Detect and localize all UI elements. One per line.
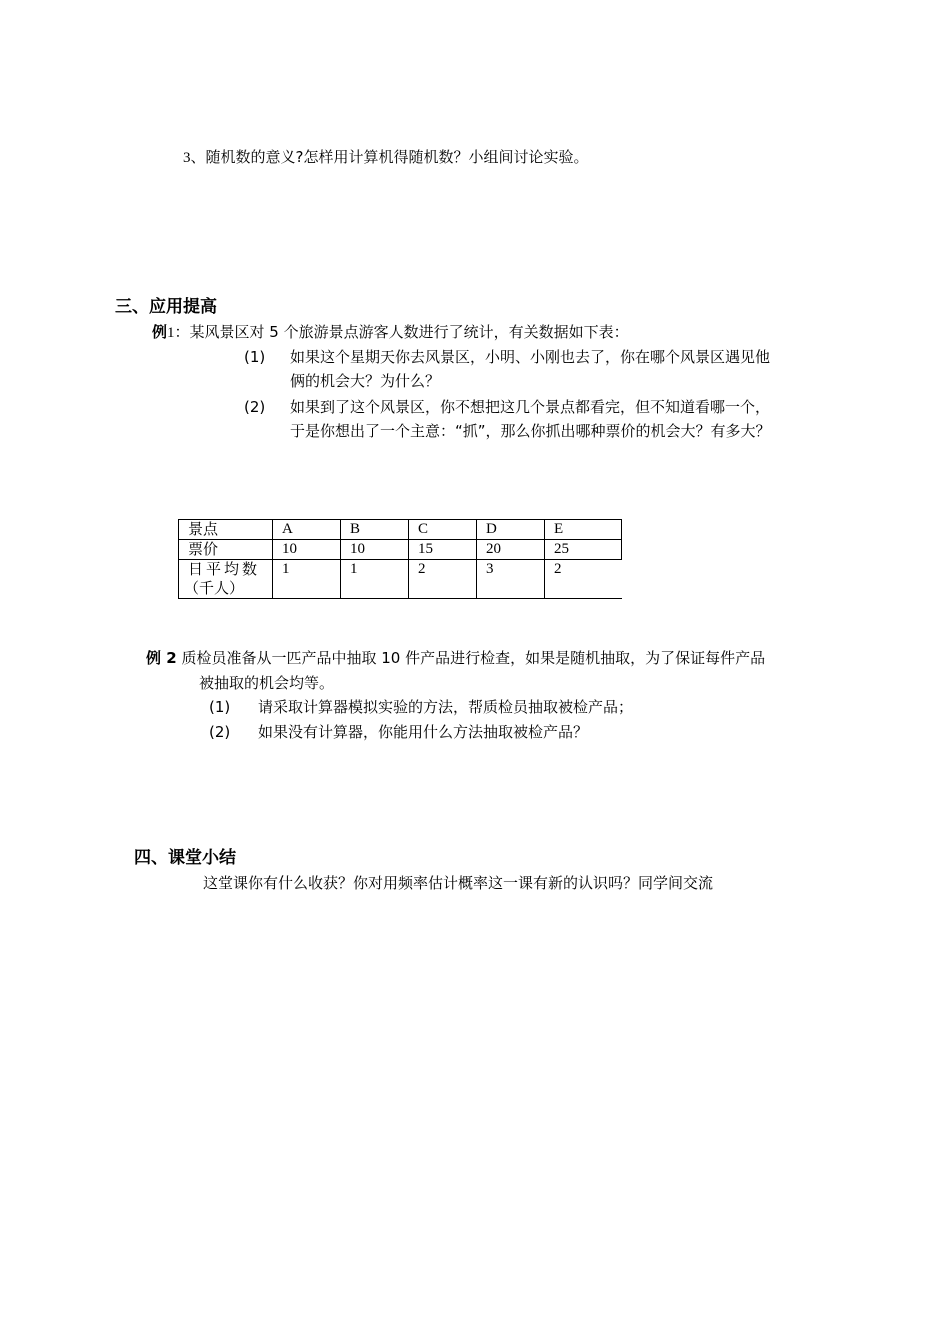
table-cell: A	[273, 520, 341, 540]
example-1-text: ：某风景区对 5 个旅游景点游客人数进行了统计，有关数据如下表：	[174, 323, 629, 341]
example-2-item-2-text: 如果没有计算器，你能用什么方法抽取被检产品？	[258, 723, 589, 741]
table-cell: 3	[477, 560, 545, 599]
example-2-item-2-number: (2)	[209, 723, 231, 741]
table-cell: 15	[409, 540, 477, 560]
example-2-item-1-number: (1)	[209, 698, 231, 716]
table-row-price	[179, 540, 622, 560]
example-2-text: 质检员准备从一匹产品中抽取 10 件产品进行检查，如果是随机抽取，为了保证每件产品	[181, 649, 766, 667]
table-label-daily-average-line1: 日平均数	[188, 560, 261, 578]
example-1-item-1-line1: 如果这个星期天你去风景区，小明、小刚也去了，你在哪个风景区遇见他	[290, 348, 771, 366]
table-cell: E	[545, 520, 622, 540]
example-2-line1	[146, 647, 765, 669]
section-4-text: 这堂课你有什么收获？你对用频率估计概率这一课有新的认识吗？同学间交流	[203, 874, 714, 892]
table-cell: 10	[273, 540, 341, 560]
table-cell: 2	[409, 560, 477, 599]
question-3-number: 3、	[183, 150, 206, 166]
table-label-attraction: 景点	[179, 520, 273, 540]
table-cell: 10	[341, 540, 409, 560]
table-cell: 2	[545, 560, 622, 599]
table-row-attraction	[179, 520, 622, 540]
example-1-label: 例	[152, 323, 168, 341]
example-2-label: 例 2	[146, 649, 177, 667]
example-1-item-2-line2: 于是你想出了一个主意：“抓”，那么你抓出哪种票价的机会大？有多大？	[290, 422, 771, 440]
attractions-table	[178, 519, 622, 599]
section-4-heading: 四、课堂小结	[134, 848, 236, 868]
example-1-item-1-line2: 俩的机会大？为什么？	[290, 372, 441, 390]
question-3	[183, 146, 588, 169]
table-label-daily-average	[179, 560, 273, 599]
table-cell: C	[409, 520, 477, 540]
table-label-daily-average-line2: （千人）	[184, 579, 245, 597]
table-cell: B	[341, 520, 409, 540]
example-1-item-2-number: (2)	[244, 398, 266, 416]
table-cell: 1	[273, 560, 341, 599]
example-1-intro	[152, 321, 629, 344]
table-row-daily-average	[179, 560, 622, 599]
example-1-item-1-number: (1)	[244, 348, 266, 366]
example-1-item-2-line1: 如果到了这个风景区，你不想把这几个景点都看完，但不知道看哪一个，	[290, 398, 771, 416]
table-cell: 25	[545, 540, 622, 560]
table-cell: 1	[341, 560, 409, 599]
section-3-heading: 三、应用提高	[115, 297, 217, 317]
question-3-text: 随机数的意义?怎样用计算机得随机数？小组间讨论实验。	[205, 148, 589, 166]
table-cell: D	[477, 520, 545, 540]
example-2-line2: 被抽取的机会均等。	[199, 674, 335, 692]
example-2-item-1-text: 请采取计算器模拟实验的方法，帮质检员抽取被检产品；	[258, 698, 634, 716]
example-1-number: 1	[167, 325, 175, 341]
table-cell: 20	[477, 540, 545, 560]
table-label-price: 票价	[179, 540, 273, 560]
